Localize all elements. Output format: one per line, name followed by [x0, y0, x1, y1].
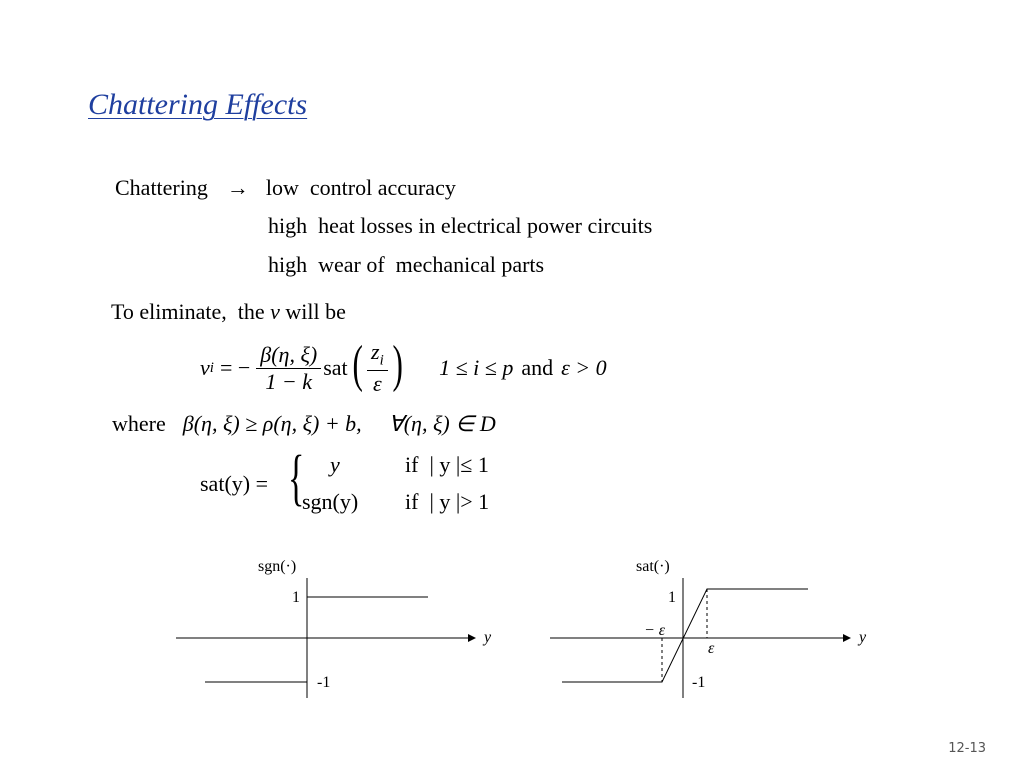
- sat-curve: [562, 589, 808, 682]
- sat-arg-numerator: $z_i$: [367, 339, 388, 370]
- slide-title: Chattering Effects: [88, 88, 308, 121]
- gain-numerator: β(η, ξ): [256, 342, 321, 369]
- effect-item: low control accuracy: [265, 175, 456, 200]
- control-law-lhs-sub: i: [209, 359, 214, 376]
- sat-x-arrow: [843, 634, 851, 642]
- right-paren: ): [392, 336, 403, 393]
- effect-item: high heat losses in electrical power circuits: [268, 213, 653, 238]
- sgn-tick-pos: 1: [292, 589, 300, 606]
- sat-neg-eps-label: − ε: [644, 622, 666, 639]
- sat-case1-condition: if | y |≤ 1: [405, 452, 489, 477]
- gain-denominator: 1 − k: [265, 368, 313, 394]
- where-inequality: β(η, ξ) ≥ ρ(η, ξ) + b,: [182, 411, 362, 436]
- sat-definition-lhs: sat(y) =: [200, 471, 268, 496]
- where-domain: ∀(η, ξ) ∈ D: [388, 411, 496, 436]
- arrow-icon: →: [226, 175, 249, 200]
- left-brace: {: [288, 444, 305, 512]
- epsilon-condition: ε > 0: [561, 355, 607, 380]
- control-law-lhs: v: [200, 355, 210, 380]
- sat-pos-eps-label: ε: [708, 640, 715, 657]
- eliminate-suffix: will be: [285, 299, 346, 324]
- index-condition: 1 ≤ i ≤ p: [439, 355, 514, 380]
- control-law-equals: = −: [219, 355, 251, 380]
- sgn-ylabel: sgn(·): [258, 558, 297, 575]
- eliminate-variable: v: [270, 299, 280, 324]
- sat-tick-neg: -1: [692, 674, 706, 691]
- left-paren: (: [352, 336, 363, 393]
- sat-case2-value: sgn(y): [302, 489, 359, 514]
- eliminate-prefix: To eliminate, the: [111, 299, 265, 324]
- sat-xlabel: y: [859, 629, 867, 646]
- sat-tick-pos: 1: [668, 589, 676, 606]
- sat-arg-denominator: ε: [373, 370, 382, 396]
- effect-item: high wear of mechanical parts: [268, 252, 545, 277]
- sgn-x-arrow: [468, 634, 476, 642]
- and-word: and: [521, 355, 554, 380]
- where-word: where: [112, 411, 166, 436]
- chattering-label: Chattering: [115, 175, 208, 200]
- sat-ylabel: sat(·): [636, 558, 670, 575]
- sgn-xlabel: y: [484, 629, 492, 646]
- sat-function-name: sat: [323, 355, 348, 380]
- sgn-tick-neg: -1: [317, 674, 331, 691]
- sat-case1-value: y: [330, 452, 340, 477]
- sat-case2-condition: if | y |> 1: [405, 489, 490, 514]
- page-number: 12-13: [948, 741, 986, 756]
